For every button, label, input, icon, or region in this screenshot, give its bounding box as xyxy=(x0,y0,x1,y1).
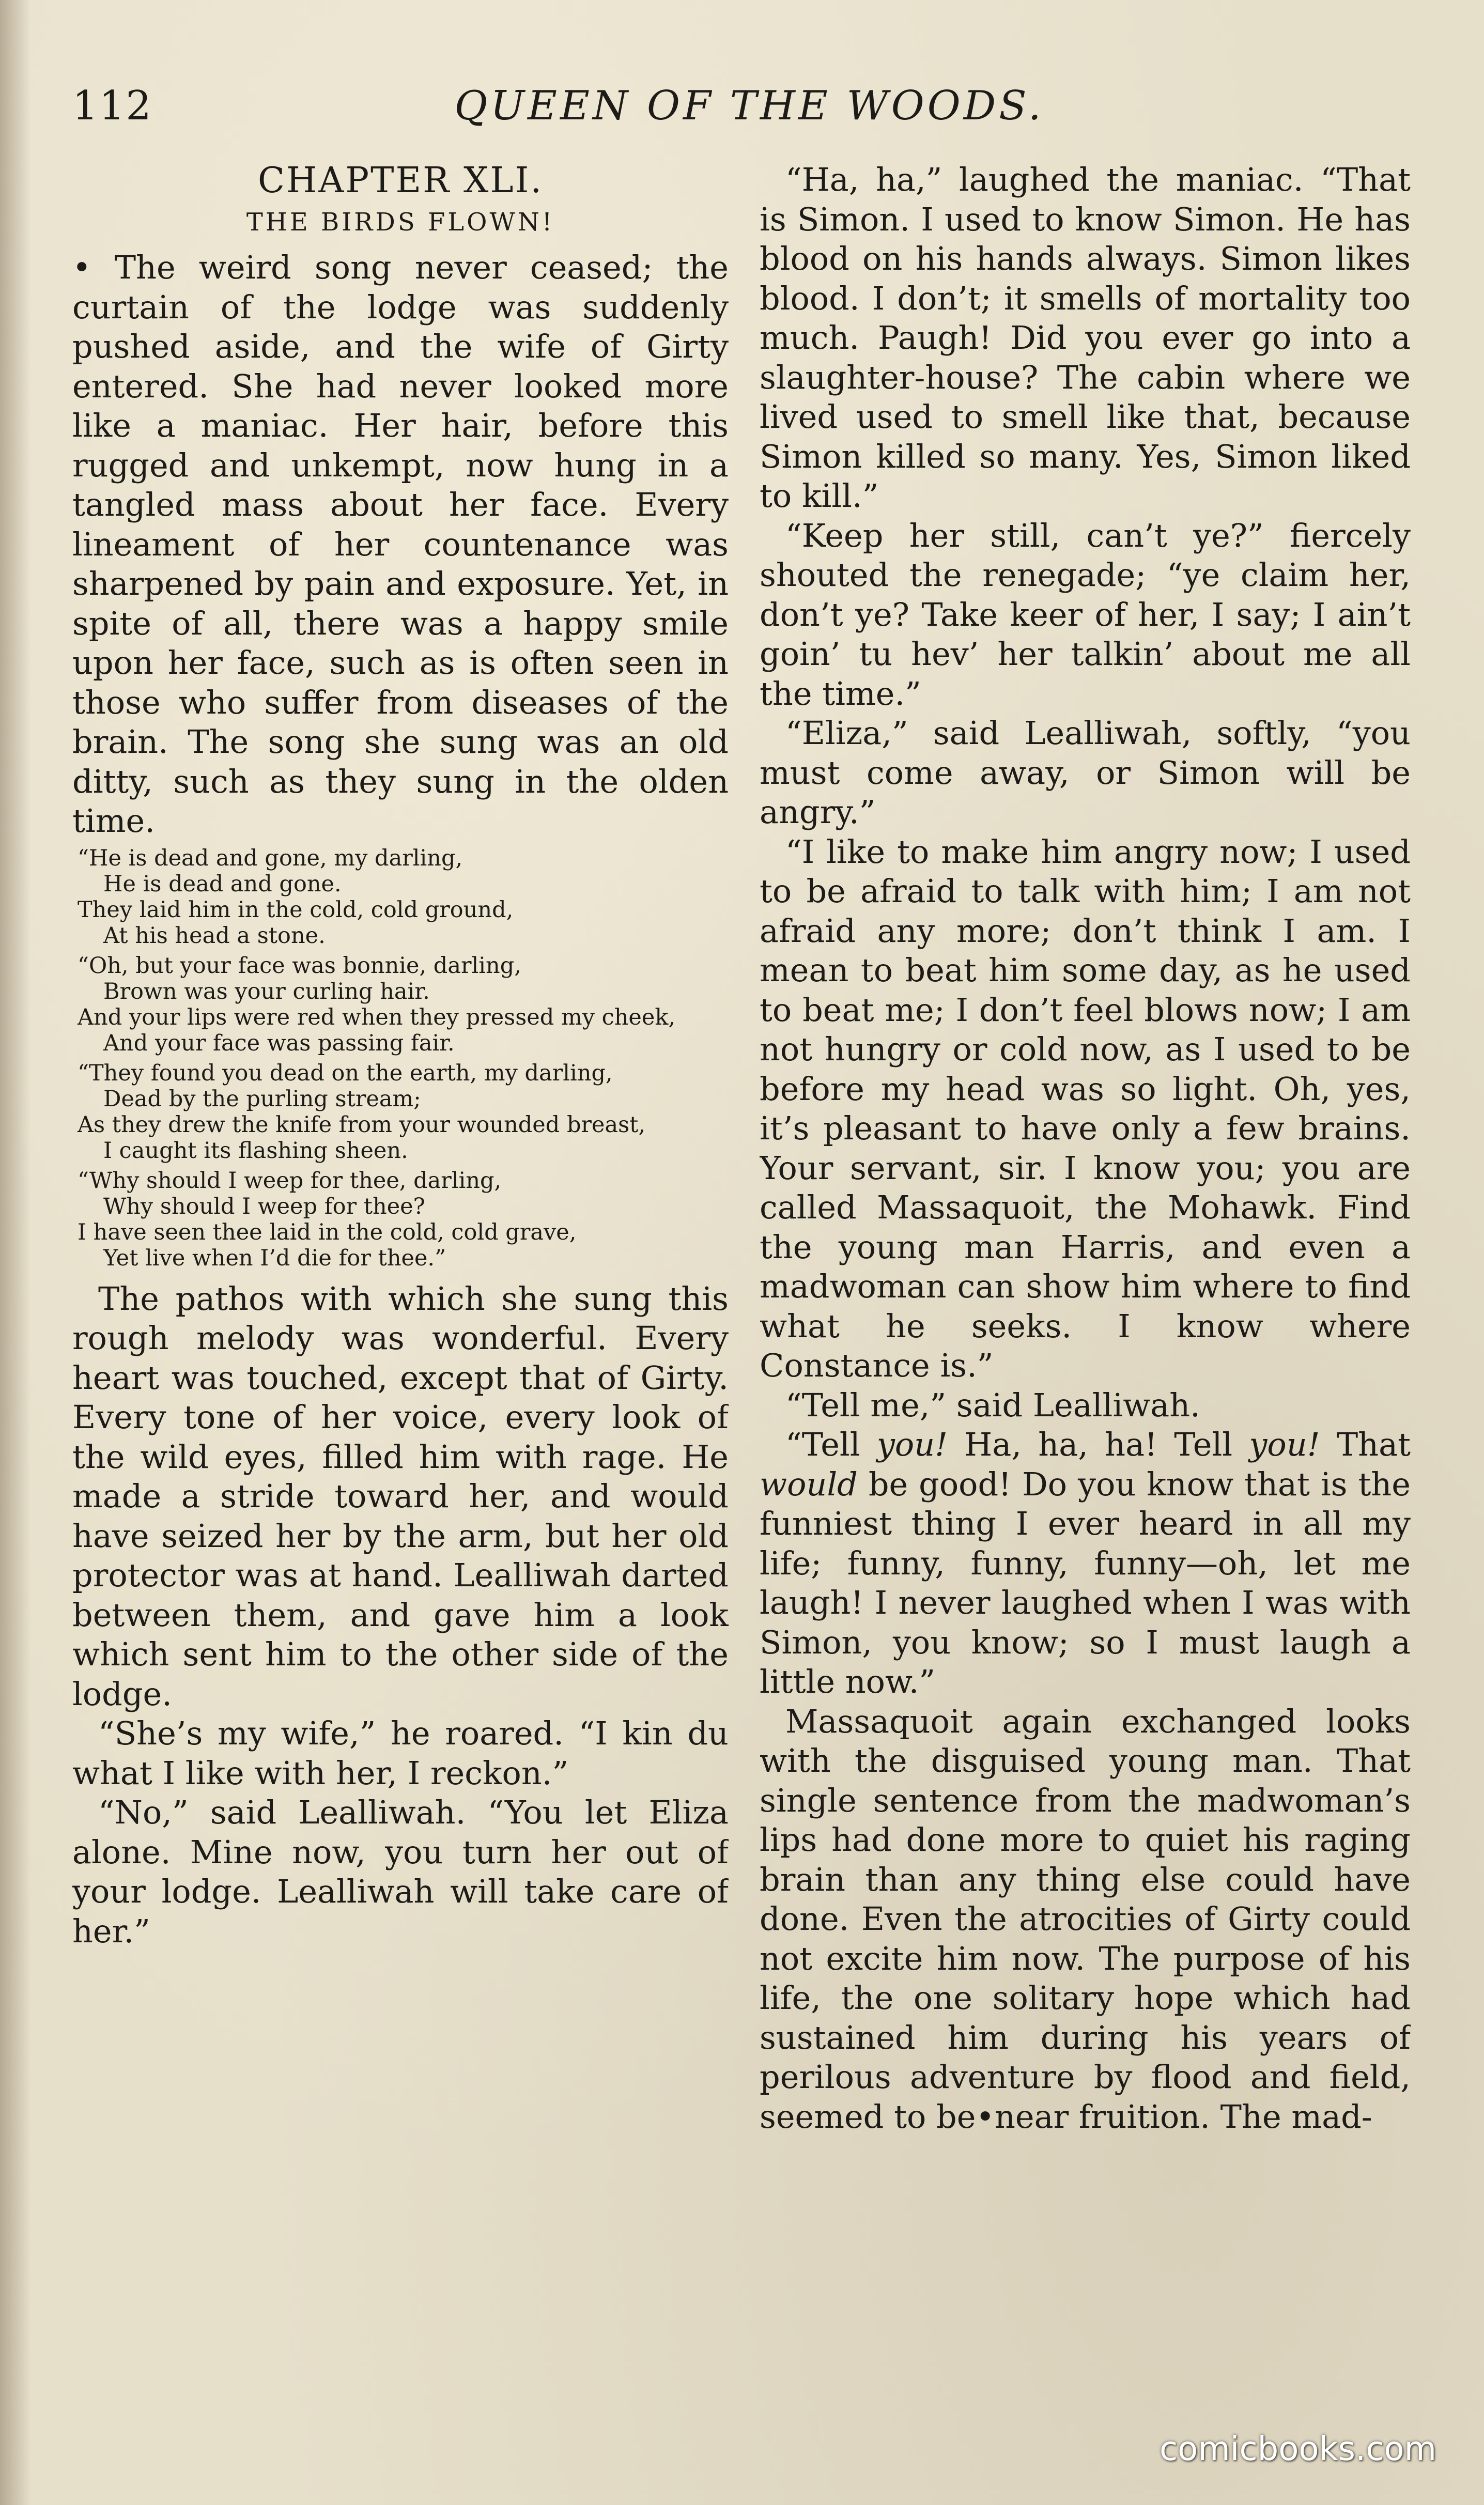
poem-stanza xyxy=(72,1168,729,1271)
right-column xyxy=(760,160,1411,2434)
poem-line: He is dead and gone. xyxy=(103,871,342,897)
text-run: Ha, ha, ha! Tell xyxy=(948,1426,1249,1463)
poem-line: “He is dead and gone, my darling, xyxy=(78,845,463,871)
poem xyxy=(72,845,729,1271)
chapter-title: CHAPTER XLI. xyxy=(257,160,544,201)
paragraph: “Eliza,” said Lealliwah, softly, “you must come away, or Simon will be angry.” xyxy=(760,714,1411,831)
paragraph: “She’s my wife,” he roared. “I kin du what I like with her, I reckon.” xyxy=(72,1714,729,1792)
text-run: That xyxy=(1320,1426,1411,1463)
paragraph: • The weird song never ceased; the curtain of the lodge was suddenly pushed aside, and the wife of Girty entered. She had never looked more like a maniac. Her hair, before this rugged and unkempt, now hung in a tangled mass about her face. Every lineament of her countenance was sharpened by pain and exposure. Yet, in spite of all, there was a happy smile upon her face, such as is often seen in those who suffer from diseases of the brain. The song she sung was an old ditty, such as they sung in the olden time. xyxy=(72,249,729,840)
text-run: “Tell xyxy=(785,1426,877,1463)
italic-text: you! xyxy=(876,1426,948,1463)
poem-line: “They found you dead on the earth, my darling, xyxy=(78,1060,613,1086)
poem-line: “Oh, but your face was bonnie, darling, xyxy=(78,952,521,979)
poem-stanza xyxy=(72,953,729,1056)
poem-line: Yet live when I’d die for thee.” xyxy=(103,1245,446,1271)
poem-line: I caught its flashing sheen. xyxy=(103,1137,408,1164)
paragraph: The pathos with which she sung this rough melody was wonderful. Every heart was touched, except that of Girty. Every tone of her voice, every look of the wild eyes, filled him with rage. He made a stride toward her, and would have seized her by the arm, but her old protector was at hand. Lealliwah darted between them, and gave him a look which sent him to the other side of the lodge. xyxy=(72,1279,729,1713)
poem-line: Why should I weep for thee? xyxy=(103,1193,425,1219)
text-run: be good! Do you know that is the funniest thing I ever heard in all my life; funny, funny, funny—oh, let me laugh! I never laughed when I was with Simon, you know; so I must laugh a little now.” xyxy=(760,1465,1411,1700)
paragraph: “I like to make him angry now; I used to be afraid to talk with him; I am not afraid any more; don’t think I am. I mean to beat him some day, as he used to beat me; I don’t feel blows now; I am not hungry or cold now, as I used to be before my head was so light. Oh, yes, it’s pleasant to have only a few brains. Your servant, sir. I know you; you are called Massaquoit, the Mohawk. Find the young man Harris, and even a madwoman can show him where to find what he seeks. I know where Constance is.” xyxy=(760,832,1411,1384)
running-title: QUEEN OF THE WOODS. xyxy=(454,83,1044,129)
poem-line: And your face was passing fair. xyxy=(103,1030,455,1056)
chapter-subtitle: THE BIRDS FLOWN! xyxy=(246,208,555,237)
poem-line: And your lips were red when they pressed my cheek, xyxy=(78,1004,676,1030)
paragraph: “Tell me,” said Lealliwah. xyxy=(785,1386,1200,1424)
page-number: 112 xyxy=(72,83,152,129)
left-column xyxy=(72,160,729,2434)
poem-line: I have seen thee laid in the cold, cold grave, xyxy=(78,1219,577,1245)
poem-line: Brown was your curling hair. xyxy=(103,978,430,1004)
poem-stanza xyxy=(72,845,729,949)
paragraph: “Keep her still, can’t ye?” fiercely shouted the renegade; “ye claim her, don’t ye? Take keer of her, I say; I ain’t goin’ tu hev’ her talkin’ about me all the time.” xyxy=(760,516,1411,713)
paragraph: “No,” said Lealliwah. “You let Eliza alone. Mine now, you turn her out of your lodge. Lealliwah will take care of her.” xyxy=(72,1793,729,1950)
watermark: comicbooks.com xyxy=(1159,2430,1436,2468)
italic-text: would xyxy=(760,1465,858,1503)
page-edge-shadow xyxy=(0,0,31,2505)
poem-stanza xyxy=(72,1060,729,1164)
paragraph: “Ha, ha,” laughed the maniac. “That is Simon. I used to know Simon. He has blood on his hands always. Simon likes blood. I don’t; it smells of mortality too much. Paugh! Did you ever go into a slaughter-house? The cabin where we lived used to smell like that, because Simon killed so many. Yes, Simon liked to kill.” xyxy=(760,161,1411,515)
italic-text: you! xyxy=(1249,1426,1320,1463)
poem-line: They laid him in the cold, cold ground, xyxy=(78,896,514,923)
page-header xyxy=(72,78,1426,134)
poem-line: As they drew the knife from your wounded breast, xyxy=(78,1111,646,1138)
paragraph xyxy=(760,1425,1411,1702)
paragraph: Massaquoit again exchanged looks with the disguised young man. That single sentence from the madwoman’s lips had done more to quiet his raging brain than any thing else could have done. Even the atrocities of Girty could not excite him now. The purpose of his life, the one solitary hope which had sustained him during his years of perilous adventure by flood and field, seemed to be•near fruition. The mad- xyxy=(760,1702,1411,2136)
poem-line: At his head a stone. xyxy=(103,922,326,949)
poem-line: “Why should I weep for thee, darling, xyxy=(78,1167,502,1194)
poem-line: Dead by the purling stream; xyxy=(103,1086,421,1112)
